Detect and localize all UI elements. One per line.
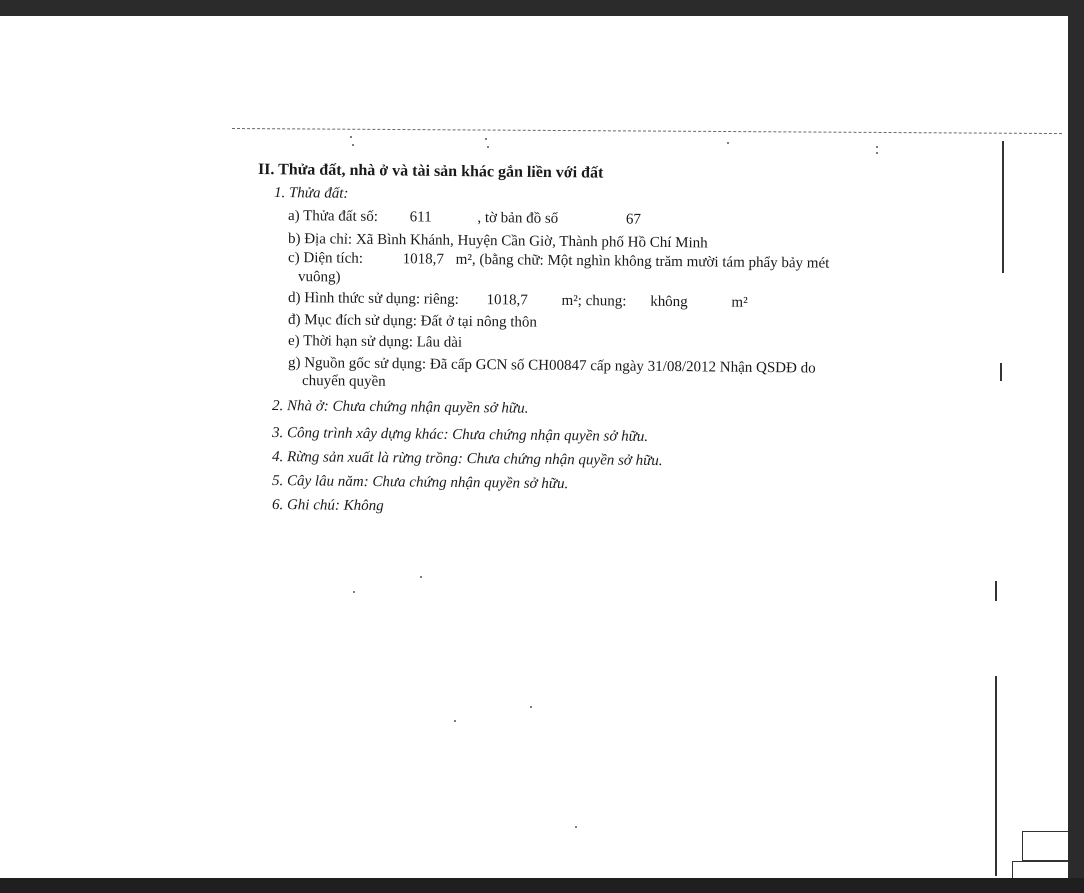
usage-shared-value: không [650,293,688,311]
area-label: c) Diện tích: [287,250,364,267]
parcel-label: a) Thửa đất số: [287,208,379,225]
usage-form-line [288,289,748,312]
scan-right-border [1068,0,1084,893]
parcel-line [288,207,641,229]
section-title: II. Thửa đất, nhà ở và tài sản khác gắn liền với đất [257,161,604,182]
area-line-cont: vuông) [297,269,341,286]
area-value: 1018,7 [402,251,445,268]
term-line: e) Thời hạn sử dụng: Lâu dài [287,333,463,351]
note-line: 6. Ghi chú: Không [271,497,384,515]
address-line: b) Địa chỉ: Xã Bình Khánh, Huyện Cần Giờ, Thành phố Hồ Chí Minh [287,231,708,252]
origin-line-cont: chuyển quyền [301,373,386,390]
forest-line: 4. Rừng sản xuất là rừng trồng: Chưa chứng nhận quyền sở hữu. [271,449,663,470]
scan-bottom-border [0,878,1084,893]
map-sheet-number: 67 [625,211,642,228]
parcel-number: 611 [409,209,432,226]
area-unit: m², (bằng chữ: Một nghìn không trăm mười tám phẩy bảy mét [455,251,830,272]
map-sheet-label: , tờ bản đồ số [477,209,559,227]
usage-private-value: 1018,7 [486,292,528,309]
perennial-line: 5. Cây lâu năm: Chưa chứng nhận quyền sở hữu. [271,473,569,493]
area-line [288,249,830,273]
purpose-line: đ) Mục đích sử dụng: Đất ở tại nông thôn [287,312,538,331]
origin-line: g) Nguồn gốc sử dụng: Đã cấp GCN số CH00847 cấp ngày 31/08/2012 Nhận QSDĐ do [287,355,816,377]
construction-line: 3. Công trình xây dựng khác: Chưa chứng nhận quyền sở hữu. [271,425,649,445]
usage-shared-unit: m² [731,294,748,311]
usage-private-unit: m²; chung: [561,292,627,310]
land-heading: 1. Thửa đất: [273,185,349,202]
corner-box-mark [1012,861,1068,878]
usage-form-label: d) Hình thức sử dụng: riêng: [287,290,459,308]
house-line: 2. Nhà ở: Chưa chứng nhận quyền sở hữu. [271,398,529,417]
